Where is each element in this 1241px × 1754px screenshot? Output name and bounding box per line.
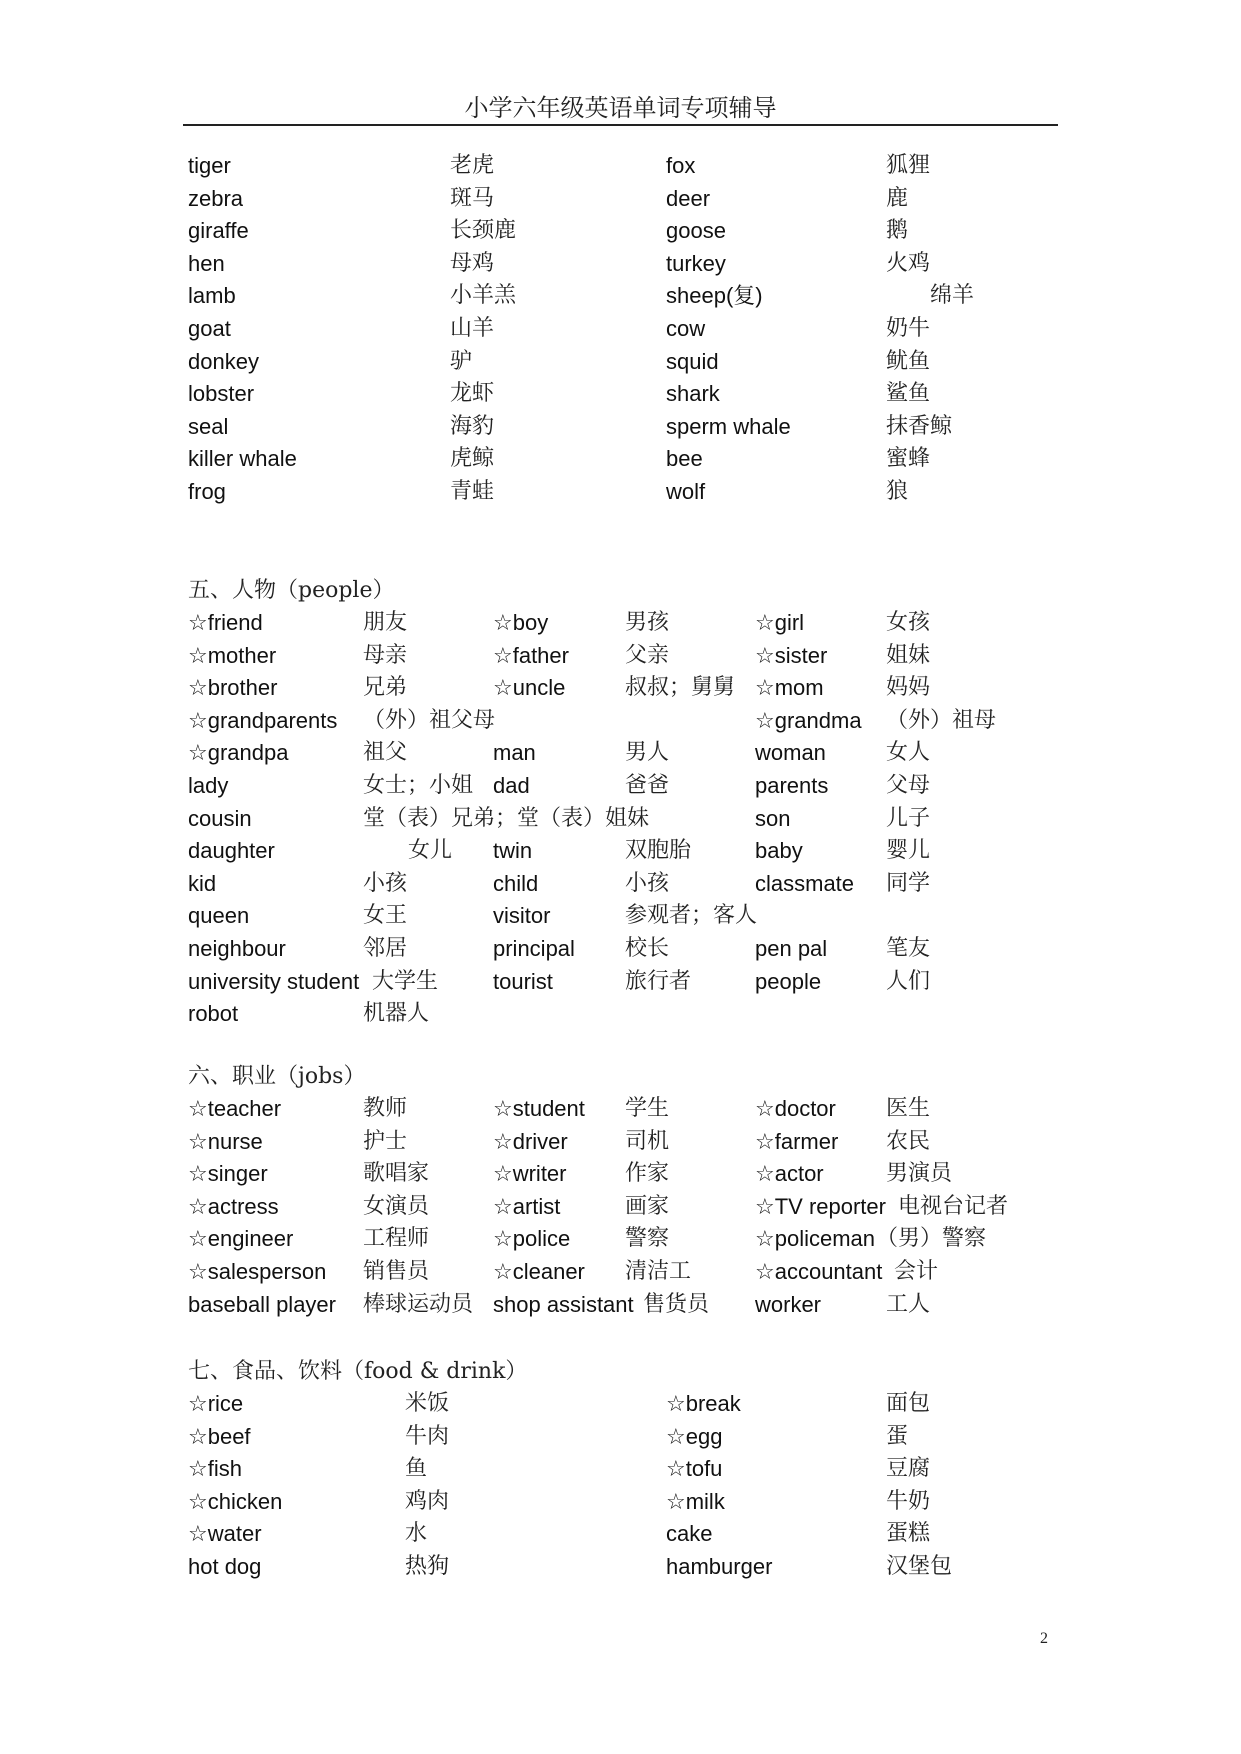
people-meaning: 笔友 [886,936,931,961]
animals-word: squid [666,348,719,374]
people-word: ☆boy [493,610,549,635]
jobs-word: ☆cleaner [493,1259,585,1284]
jobs-meaning: 画家 [625,1193,670,1219]
food-word: ☆tofu [666,1456,723,1482]
people-meaning: 朋友 [363,610,408,635]
animals-meaning: 青蛙 [450,479,495,504]
jobs-meaning: 工人 [886,1291,931,1317]
food-meaning: 热狗 [405,1554,450,1579]
people-word: ☆friend [188,610,263,635]
food-word: cake [666,1521,713,1547]
jobs-meaning: 棒球运动员 [363,1291,474,1317]
animals-meaning: 母鸡 [450,250,495,276]
people-word: dad [493,773,530,798]
jobs-word: ☆engineer [188,1226,294,1252]
food-meaning: 米饭 [405,1391,450,1416]
people-meaning: 女王 [363,903,408,929]
food-word: ☆chicken [188,1488,283,1514]
jobs-word: ☆salesperson [188,1259,327,1284]
jobs-word: shop assistant [493,1291,634,1317]
people-word: baby [755,838,803,864]
animals-word: shark [666,381,720,407]
jobs-meaning: 会计 [894,1259,939,1284]
people-word: people [755,968,822,994]
jobs-meaning: 护士 [363,1128,408,1154]
page-header-title: 小学六年级英语单词专项辅导 [464,94,777,122]
people-word: robot [188,1001,239,1027]
people-meaning: 婴儿 [886,838,931,864]
food-word: ☆milk [666,1488,725,1514]
jobs-word: ☆TV reporter [755,1193,886,1219]
jobs-word: ☆accountant [755,1259,883,1284]
people-meaning: 同学 [886,870,931,896]
people-word: ☆grandpa [188,740,289,766]
people-meaning: 邻居 [363,936,408,961]
people-word: lady [188,773,229,798]
header-divider [183,124,1058,126]
animals-word: goat [188,316,231,341]
people-word: ☆brother [188,675,278,701]
jobs-meaning: 医生 [886,1096,931,1121]
people-word: principal [493,936,575,961]
people-meaning: 妈妈 [886,675,931,701]
food-meaning: 牛奶 [886,1488,931,1514]
people-word: cousin [188,805,252,831]
jobs-word: ☆student [493,1096,585,1121]
jobs-word: ☆actress [188,1193,279,1219]
jobs-word: worker [755,1291,822,1317]
people-meaning: 大学生 [372,968,439,994]
animals-meaning: 斑马 [450,185,495,211]
jobs-meaning: 工程师 [363,1226,430,1252]
people-word: son [755,805,791,831]
food-meaning: 汉堡包 [886,1554,953,1579]
people-word: ☆father [493,642,569,668]
food-word: hot dog [188,1554,262,1579]
people-meaning: 姐妹 [886,642,931,668]
jobs-meaning: 农民 [886,1128,931,1154]
animals-word: turkey [666,250,726,276]
food-word: ☆fish [188,1456,242,1482]
animals-word: killer whale [188,446,297,472]
people-meaning: 女士；小姐 [363,773,474,798]
people-word: kid [188,870,217,896]
animals-word: lamb [188,283,236,309]
animals-word: tiger [188,153,231,178]
people-word: daughter [188,838,275,864]
animals-word: lobster [188,381,255,407]
animals-word: donkey [188,348,259,374]
food-word: ☆rice [188,1391,244,1416]
people-word: parents [755,773,829,798]
people-meaning: 女人 [886,740,931,766]
jobs-meaning: 女演员 [363,1193,430,1219]
animals-word: goose [666,218,726,244]
people-meaning: 兄弟 [363,675,408,701]
people-meaning: 人们 [886,968,931,994]
people-word: ☆girl [755,610,805,635]
food-meaning: 蛋糕 [886,1521,931,1547]
people-word: man [493,740,536,766]
animals-meaning: 奶牛 [886,316,931,341]
jobs-heading: 六、职业（jobs） [188,1064,366,1089]
animals-meaning: 山羊 [450,316,495,341]
people-word: ☆grandma [755,707,862,733]
food-meaning: 鱼 [405,1456,428,1482]
people-meaning: 校长 [625,936,670,961]
people-word: tourist [493,968,553,994]
animals-word: seal [188,413,229,439]
people-meaning: （外）祖父母 [363,707,496,733]
jobs-meaning: 警察 [625,1226,670,1252]
animals-word: frog [188,479,226,504]
jobs-word: ☆artist [493,1193,561,1219]
jobs-word: ☆writer [493,1161,567,1187]
food-meaning: 蛋 [886,1423,909,1449]
jobs-meaning: 清洁工 [625,1259,692,1284]
people-word: visitor [493,903,551,929]
people-meaning: 堂（表）兄弟；堂（表）姐妹 [363,805,650,831]
people-meaning: （外）祖母 [886,707,997,733]
people-word: ☆mother [188,642,277,668]
people-word: queen [188,903,250,929]
animals-word: deer [666,185,711,211]
jobs-meaning: 学生 [625,1096,670,1121]
people-meaning: 母亲 [363,642,408,668]
food-meaning: 水 [405,1521,428,1547]
people-meaning: 小孩 [625,870,670,896]
people-meaning: 父母 [886,773,931,798]
people-word: pen pal [755,936,828,961]
animals-meaning: 虎鲸 [450,446,495,472]
jobs-word: ☆policeman [755,1226,876,1252]
animals-meaning: 蜜蜂 [886,446,931,472]
food-word: hamburger [666,1554,773,1579]
food-meaning: 豆腐 [886,1456,931,1482]
people-word: classmate [755,870,855,896]
jobs-meaning: 歌唱家 [363,1161,430,1187]
animals-meaning: 抹香鲸 [886,413,953,439]
food-word: ☆water [188,1521,262,1547]
people-word: university student [188,968,360,994]
people-meaning: 机器人 [363,1001,430,1027]
animals-meaning: 小羊羔 [450,283,517,309]
food-word: ☆beef [188,1423,251,1449]
animals-word: zebra [188,185,244,211]
animals-meaning: 鱿鱼 [886,348,931,374]
jobs-meaning: （男）警察 [876,1226,987,1252]
people-meaning: 女孩 [886,610,931,635]
jobs-word: ☆driver [493,1128,568,1154]
animals-meaning: 火鸡 [886,250,931,276]
animals-word: cow [666,316,706,341]
jobs-word: ☆teacher [188,1096,282,1121]
jobs-word: baseball player [188,1291,336,1317]
people-heading: 五、人物（people） [188,578,395,603]
animals-word: sheep(复) [666,283,763,309]
people-word: ☆sister [755,642,828,668]
animals-meaning: 龙虾 [450,381,495,407]
people-word: ☆grandparents [188,707,338,733]
food-word: ☆egg [666,1423,723,1449]
people-meaning: 男人 [625,740,670,766]
page-number: 2 [1040,1630,1048,1647]
animals-meaning: 老虎 [450,153,495,178]
jobs-meaning: 电视台记者 [898,1193,1009,1219]
food-meaning: 面包 [886,1391,931,1416]
people-meaning: 女儿 [408,838,453,864]
jobs-word: ☆nurse [188,1128,263,1154]
people-meaning: 参观者；客人 [625,903,758,929]
jobs-meaning: 作家 [625,1161,670,1187]
animals-word: fox [666,153,696,178]
jobs-meaning: 男演员 [886,1161,953,1187]
jobs-meaning: 教师 [363,1096,408,1121]
animals-meaning: 驴 [450,348,473,374]
animals-word: giraffe [188,218,249,244]
animals-word: sperm whale [666,413,791,439]
animals-meaning: 海豹 [450,413,495,439]
people-meaning: 爸爸 [625,773,670,798]
jobs-meaning: 司机 [625,1128,670,1154]
food-meaning: 牛肉 [405,1423,450,1449]
animals-meaning: 鹿 [886,185,909,211]
jobs-word: ☆singer [188,1161,268,1187]
people-word: twin [493,838,533,864]
people-meaning: 旅行者 [625,968,692,994]
jobs-word: ☆actor [755,1161,824,1187]
people-meaning: 小孩 [363,870,408,896]
jobs-word: ☆doctor [755,1096,836,1121]
people-word: ☆mom [755,675,824,701]
food-word: ☆break [666,1391,741,1416]
animals-meaning: 狐狸 [886,153,931,178]
animals-meaning: 狼 [886,479,909,504]
jobs-word: ☆farmer [755,1128,839,1154]
people-meaning: 叔叔；舅舅 [625,675,736,701]
animals-meaning: 鲨鱼 [886,381,931,407]
jobs-meaning: 售货员 [643,1291,710,1317]
people-meaning: 双胞胎 [625,838,692,864]
animals-meaning: 绵羊 [930,283,975,309]
animals-word: wolf [666,479,706,504]
people-word: woman [755,740,826,766]
people-word: child [493,870,539,896]
people-word: neighbour [188,936,286,961]
people-meaning: 父亲 [625,642,670,668]
people-word: ☆uncle [493,675,566,701]
food-heading: 七、食品、饮料（food & drink） [188,1359,528,1384]
jobs-word: ☆police [493,1226,571,1252]
people-meaning: 男孩 [625,610,670,635]
animals-word: bee [666,446,703,472]
animals-meaning: 长颈鹿 [450,218,517,244]
animals-word: hen [188,250,225,276]
people-meaning: 祖父 [363,740,408,766]
jobs-meaning: 销售员 [363,1259,430,1284]
people-meaning: 儿子 [886,805,931,831]
animals-meaning: 鹅 [886,218,909,244]
food-meaning: 鸡肉 [405,1488,450,1514]
